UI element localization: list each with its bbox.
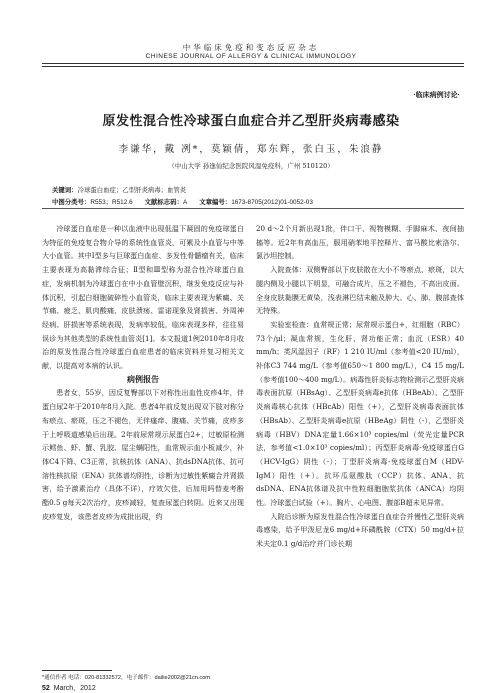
keywords-line — [52, 185, 186, 194]
classification-line — [52, 197, 313, 206]
case-paragraph: 患者女，55岁，因反复臀部以下对称性出血性皮疹4年，伴蛋白尿2年于2010年8月入院。患者4年前反复出现双下肢对称分布瘀点、瘀斑，压之不褪色，无伴瘙痒、腹痛、关节痛，皮疹多于上呼吸道感染后出现。2年前尿常规示尿蛋白2+，过敏原检测示鳕鱼、虾、蟹、乳胶、屋尘螨阳性，血常规示血小板减少，补体C4下降、C3正常，抗核抗体（ANA）、抗dsDNA抗体、抗可溶性核抗原（ENA）抗体谱均阴性，诊断为过敏性紫癜合并肾损害，给予激素治疗（具体不详），疗效欠佳，后加用吗替麦考酚酯0.5 g每天2次治疗，皮疹减轻，复查尿蛋白转阴。近来又出现皮疹复发，该患者皮疹为成批出现，约 — [42, 388, 244, 521]
article-title: 原发性混合性冷球蛋白血症合并乙型肝炎病毒感染 — [102, 114, 400, 129]
page-footer — [42, 683, 96, 693]
header-rule-thin — [42, 66, 464, 67]
authors: 李谦华，戴 冽*，莫颖倩，郑东辉，张白玉，朱浪静 — [118, 144, 384, 155]
issue-date: March，2012 — [53, 685, 96, 692]
keywords-label: 关键词： — [52, 187, 78, 194]
lab-paragraph: 实验室检查：血常规正常；尿常规示蛋白+，红细胞（RBC）73个/μl；凝血常规，生化肝、肾功能正常；血沉（ESR）40 mm/h；类风湿因子（RF）1 210 IU/ml（参考值<20 IU/ml），补体C3 744 mg/L（参考值650～1 800 mg/L），C4 15 mg/L（参考值100～400 mg/L）。病毒性肝炎标志物检测示乙型肝炎病毒表面抗原（HBsAg）、乙型肝炎病毒e抗体（HBeAb）、乙型肝炎病毒核心抗体（HBcAb）阳性（+），乙型肝炎病毒表面抗体（HBsAb）、乙型肝炎病毒e抗原（HBeAg）阴性（-），乙型肝炎病毒（HBV）DNA定量1.66×10³ copies/ml（荧光定量PCR法，参考值<1.0×10³ copies/ml）；丙型肝炎病毒-免疫球蛋白G（HCV-IgG）阴性（-）；丁型肝炎病毒-免疫球蛋白M（HDV-IgM）阳性（+）。抗环瓜氨酸肽（CCP）抗体、ANA、抗dsDNA、ENA抗体谱及抗中性粒细胞胞浆抗体（ANCA）均阴性。冷球蛋白试验（+）。胸片、心电图、腹部B超未见异常。 — [256, 319, 464, 508]
doc-code: A — [182, 199, 188, 206]
clc-label: 中图分类号： — [52, 199, 91, 206]
keywords: 冷球蛋白血症；乙型肝炎病毒；血管炎 — [77, 187, 187, 194]
article-no-label: 文章编号： — [199, 199, 232, 206]
case-continued-paragraph: 20 d～2个月新出现1批，伴口干、视物模糊、手脚麻木、夜间抽搐等。近2年有高血压，服用硝苯地平控释片、富马酸比索洛尔、氯沙坦控制。 — [256, 224, 464, 261]
section-label: ·临床病例讨论· — [413, 92, 460, 99]
header-rule — [42, 63, 464, 64]
footnote-rule — [42, 670, 112, 671]
left-column — [42, 222, 244, 523]
page-number: 52 — [42, 685, 50, 692]
affiliation: （中山大学 孙逸仙纪念医院风湿免疫科，广州 510120） — [168, 162, 334, 170]
article-no: 1673-8705(2012)01-0052-03 — [231, 199, 313, 206]
journal-name-en: CHINESE JOURNAL OF ALLERGY & CLINICAL IMMUNOLOGY — [145, 53, 357, 60]
meta-rule — [42, 208, 464, 209]
footnote: *通信作者 电话：020-81332572，电子邮件：dailie2002@21cn.com — [42, 675, 210, 681]
case-report-heading: 病例报告 — [127, 373, 159, 384]
exam-paragraph: 入院查体：双侧臀部以下皮肤散在大小不等瘀点、瘀斑，以大腿内侧及小腿以下明显，可融合成片，压之不褪色，不高出皮面。全身皮肤黏膜无黄染，浅表淋巴结未触及肿大。心、肺、腹部查体无特殊。 — [256, 265, 464, 316]
clc-code: R553；R512.6 — [90, 199, 133, 206]
right-column — [256, 222, 464, 551]
doc-code-label: 文献标志码： — [144, 199, 183, 206]
journal-name-cn: 中华临床免疫和变态反应杂志 — [182, 43, 320, 52]
intro-paragraph: 冷球蛋白血症是一种以血液中出现低温下凝固的免疫球蛋白为特征的免疫复合物介导的系统性血管炎，可累及小血管与中等大小血管。其中Ⅰ型多与巨球蛋白血症、多发性骨髓瘤有关，临床主要表现为高黏滞综合征；Ⅱ型和Ⅲ型称为混合性冷球蛋白血症，发病机制为冷球蛋白在中小血管壁沉积，继发免疫反应与补体沉积，引起白细胞破碎性小血管炎，临床主要表现为紫癜、关节痛、疲乏、肌肉酸痛、皮肤溃疡、雷诺现象及肾损害、外周神经病、肝损害等系统表现，发病率较低，临床表现多样，往往易误诊为其他类型的系统性血管炎[1]。本文报道1例2010年8月收治的原发性混合性冷球蛋白血症患者的临床资料并复习相关文献，以提高对本病的认识。 — [42, 224, 244, 371]
treatment-paragraph: 入院后诊断为原发性混合性冷球蛋白血症合并慢性乙型肝炎病毒感染，给予甲泼尼龙6 mg/d+环磷酰胺（CTX）50 mg/d+拉米夫定0.1 g/d治疗并门诊长期 — [256, 511, 464, 549]
